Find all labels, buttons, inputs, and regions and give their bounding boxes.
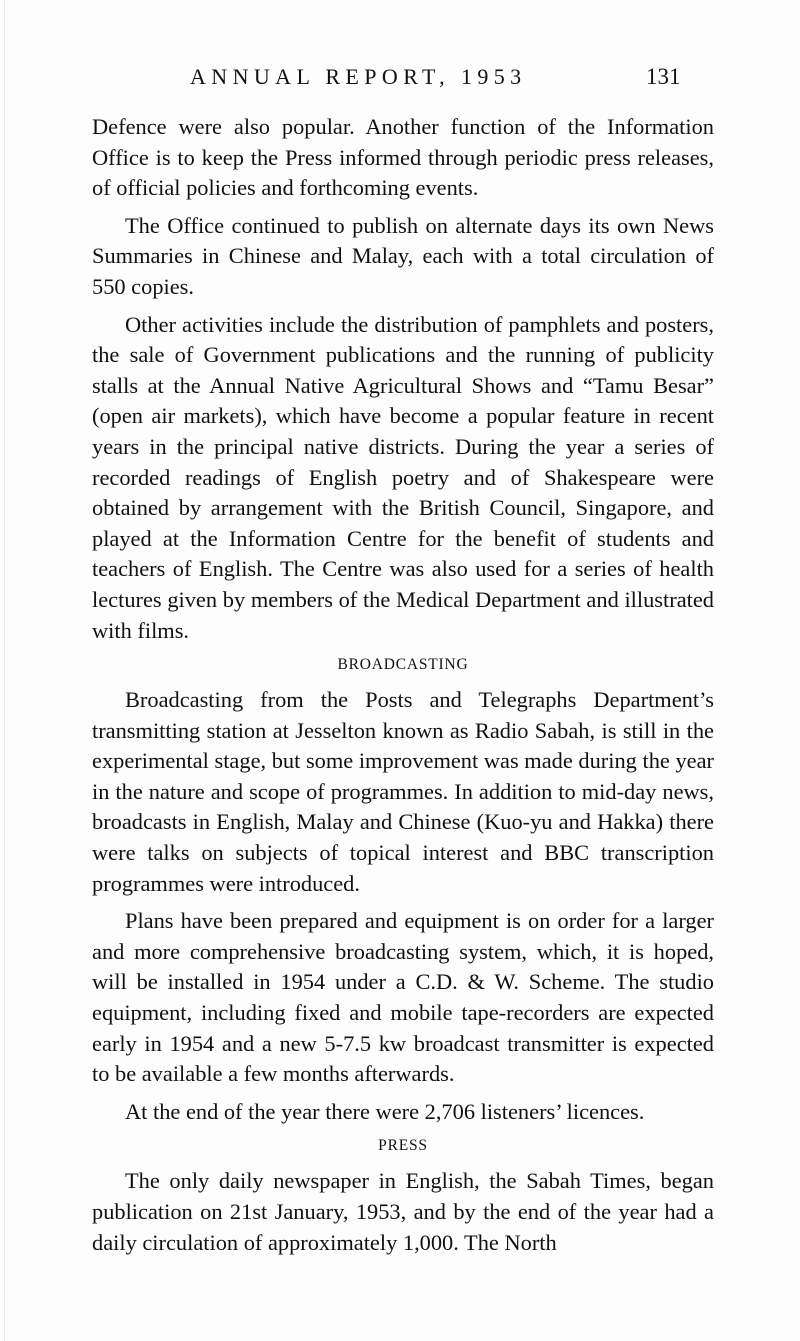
paragraph-sabah-times: The only daily newspaper in English, the Sabah Times, began publication on 21st January, 1953, and by the end of the year had a daily circulation of approximately 1,000. The North xyxy=(92,1168,714,1255)
page-header xyxy=(0,64,800,94)
paragraph-defence-popular: Defence were also popular. Another function of the Information Office is to keep the Press informed through periodic press releases, of official policies and forthcoming events. xyxy=(92,114,714,201)
section-heading-broadcasting: BROADCASTING xyxy=(337,656,469,674)
section-heading-press: PRESS xyxy=(378,1137,428,1155)
page-number: 131 xyxy=(646,64,681,89)
paragraph-broadcasting-plans: Plans have been prepared and equipment is on order for a larger and more comprehensive broadcasting system, which, it is hoped, will be installed in 1954 under a C.D. & W. Scheme. The studio equipment, including fixed and mobile tape-recorders are expected early in 1954 and a new 5-7.5 kw broadcast transmitter is expected to be available a few months afterwards. xyxy=(92,908,714,1087)
paragraph-news-summaries: The Office continued to publish on alternate days its own News Summaries in Chinese and Malay, each with a total circulation of 550 copies. xyxy=(92,212,714,299)
body-text xyxy=(92,112,714,1265)
paragraph-radio-sabah: Broadcasting from the Posts and Telegraphs Department’s transmitting station at Jesselton known as Radio Sabah, is still in the experimental stage, but some improvement was made during the year in the nature and scope of programmes. In addition to mid-day news, broadcasts in English, Malay and Chinese (Kuo-yu and Hakka) there were talks on subjects of topical interest and BBC transcription programmes were introduced. xyxy=(92,687,714,896)
scan-edge-line xyxy=(4,0,5,1341)
running-head: ANNUAL REPORT, 1953 xyxy=(190,64,527,89)
paragraph-other-activities: Other activities include the distribution of pamphlets and posters, the sale of Government publications and the running of publicity stalls at the Annual Native Agricultural Shows and “Tamu Besar” (open air markets), which have become a popular feature in recent years in the principal native districts. During the year a series of recorded readings of English poetry and of Shakespeare were obtained by arrangement with the British Council, Singapore, and played at the Information Centre for the benefit of students and teachers of English. The Centre was also used for a series of health lectures given by members of the Medical Department and illustrated with films. xyxy=(92,311,714,643)
paragraph-listeners-licences: At the end of the year there were 2,706 listeners’ licences. xyxy=(125,1098,645,1124)
